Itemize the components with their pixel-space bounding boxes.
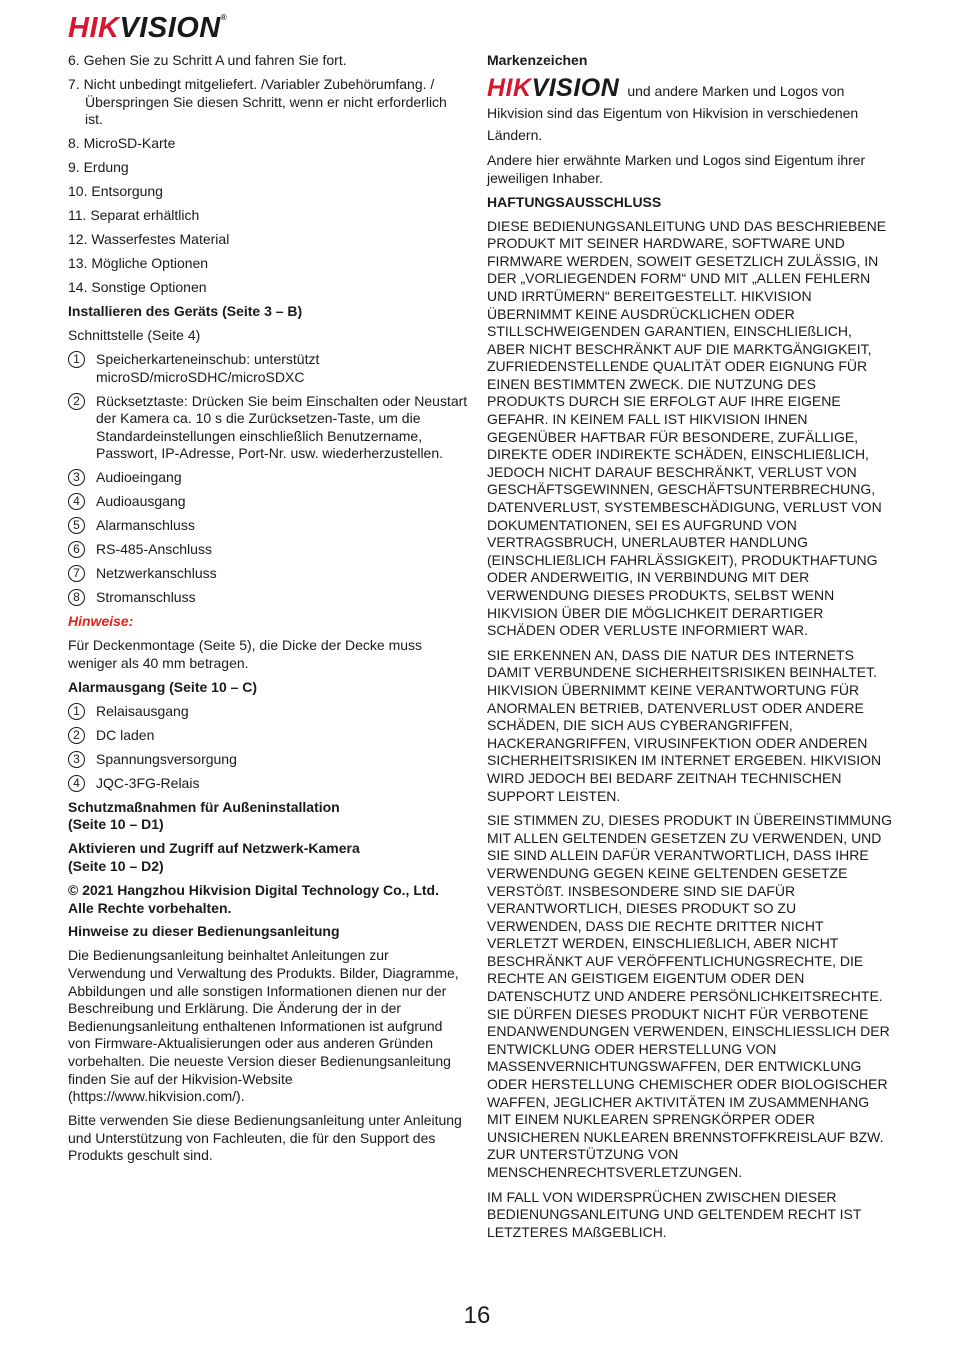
interface-item	[68, 589, 468, 607]
disclaimer-paragraph: IM FALL VON WIDERSPRÜCHEN ZWISCHEN DIESER BEDIENUNGSANLEITUNG UND GELTENDEM RECHT IST LETZTERES MAßGEBLICH.	[487, 1188, 862, 1240]
manual-text-2: Bitte verwenden Sie diese Bedienungsanleitung unter Anleitung und Unterstützung von Fachleuten, die für den Support des Produkts geschult sind.	[68, 1112, 462, 1164]
interface-item	[68, 469, 468, 487]
notes-heading: Hinweise:	[68, 613, 134, 630]
activate-heading-line-2: (Seite 10 – D2)	[68, 857, 164, 874]
list-item: 12. Wasserfestes Material	[68, 231, 230, 248]
list-item: 13. Mögliche Optionen	[68, 255, 209, 272]
alarm-item	[68, 751, 468, 769]
list-item: 14. Sonstige Optionen	[68, 279, 207, 296]
disclaimer-paragraph: SIE STIMMEN ZU, DIESES PRODUKT IN ÜBEREINSTIMMUNG MIT ALLEN GELTENDEN GESETZEN ZU VERWENDEN, UND SIE SIND ALLEIN DAFÜR VERANTWORTLICH, DASS IHRE VERWENDUNG GEGEN KEINE GELTENDEN GESETZE VERSTÖßT. INSBESONDERE SIND SIE DAFÜR VERANTWORTLICH, DIESES PRODUKT SO ZU VERWENDEN, DASS DIE RECHTE DRITTER NICHT VERLETZT WERDEN, EINSCHLIEßLICH, ABER NICHT BESCHRÄNKT AUF VERÖFFENTLICHUNGSRECHTE, DIE RECHTE AN GEISTIGEM EIGENTUM ODER DEN DATENSCHUTZ UND ANDERE PERSÖNLICHKEITSRECHTE. SIE DÜRFEN DIESES PRODUKT NICHT FÜR VERBOTENE ENDANWENDUNGEN VERWENDEN, EINSCHLIESSLICH DER ENTWICKLUNG ODER HERSTELLUNG VON MASSENVERNICHTUNGSWAFFEN, DER ENTWICKLUNG ODER HERSTELLUNG CHEMISCHER ODER BIOLOGISCHER WAFFEN, JEGLICHER AKTIVITÄTEN IM ZUSAMMENHANG MIT EINEM NUKLEAREN SPRENGKÖRPER ODER UNSICHEREN NUKLEAREN BRENNSTOFFKREISLAUF BZW. ZUR UNTERSTÜTZUNG VON MENSCHENRECHTSVERLETZUNGEN.	[487, 812, 893, 1181]
left-column	[68, 52, 468, 1171]
page-number: 16	[463, 1302, 491, 1329]
list-item: 8. MicroSD-Karte	[68, 135, 176, 152]
outdoor-heading	[68, 799, 468, 834]
install-heading: Installieren des Geräts (Seite 3 – B)	[68, 303, 303, 320]
outdoor-heading-line-2: (Seite 10 – D1)	[68, 816, 164, 833]
circled-number: 8	[68, 589, 85, 606]
alarm-item	[68, 775, 468, 793]
copyright: © 2021 Hangzhou Hikvision Digital Technology Co., Ltd. Alle Rechte vorbehalten.	[68, 881, 439, 916]
circled-number: 4	[68, 493, 85, 510]
circled-number: 1	[68, 703, 85, 720]
disclaimer-heading: HAFTUNGSAUSSCHLUSS	[487, 193, 662, 210]
manual-heading: Hinweise zu dieser Bedienungsanleitung	[68, 923, 340, 940]
disclaimer-paragraph: DIESE BEDIENUNGSANLEITUNG UND DAS BESCHRIEBENE PRODUKT MIT SEINER HARDWARE, SOFTWARE UND FIRMWARE WERDEN, SOWEIT GESETZLICH ZULÄSSIG, IN DER „VORLIEGENDEN FORM“ UND MIT „ALLEN FEHLERN UND IRRTÜMERN“ BEREITGESTELLT. HIKVISION ÜBERNIMMT KEINE AUSDRÜCKLICHEN ODER STILLSCHWEIGENDEN GARANTIEN, EINSCHLIEßLICH, ABER NICHT BESCHRÄNKT AUF DIE MARKTGÄNGIGKEIT, ZUFRIEDENSTELLENDE QUALITÄT ODER EIGNUNG FÜR EINEN BESTIMMTEN ZWECK. DIE NUTZUNG DES PRODUKTS DURCH SIE ERFOLGT AUF IHRE EIGENE GEFAHR. IN KEINEM FALL IST HIKVISION IHNEN GEGENÜBER HAFTBAR FÜR BESONDERE, ZUFÄLLIGE, DIREKTE ODER INDIREKTE SCHÄDEN, EINSCHLIEßLICH, JEDOCH NICHT DARAUF BESCHRÄNKT, VERLUST VON GESCHÄFTSGEWINNEN, GESCHÄFTSUNTERBRECHUNG, DATENVERLUST, SYSTEMBESCHÄDIGUNG, VERLUST VON DOKUMENTATIONEN, SEI ES AUFGRUND VON VERTRAGSBRUCH, UNERLAUBTER HANDLUNG (EINSCHLIEßLICH FAHRLÄSSIGKEIT), PRODUKTHAFTUNG ODER ANDERWEITIG, IN VERBINDUNG MIT DER VERWENDUNG DIESES PRODUKTS, SELBST WENN HIKVISION ÜBER DIE MÖGLICHKEIT DERARTIGER SCHÄDEN ODER VERLUSTE INFORMIERT WAR.	[487, 217, 887, 639]
interface-item	[68, 393, 468, 463]
logo-registered: ®	[220, 13, 228, 22]
alarm-heading: Alarmausgang (Seite 10 – C)	[68, 678, 258, 695]
list-item: 10. Entsorgung	[68, 183, 163, 200]
notes-text: Für Deckenmontage (Seite 5), die Dicke der Decke muss weniger als 40 mm betragen.	[68, 637, 423, 671]
interface-item	[68, 541, 468, 559]
activate-heading	[68, 840, 468, 875]
interface-item-text: Alarmanschluss	[96, 517, 195, 534]
circled-number: 3	[68, 751, 85, 768]
trademark-text-2: Andere hier erwähnte Marken und Logos sind Eigentum ihrer jeweiligen Inhaber.	[487, 151, 866, 186]
alarm-item-text: Spannungsversorgung	[96, 750, 237, 767]
inline-logo-hik: HIK	[487, 73, 532, 102]
hikvision-logo	[68, 14, 227, 43]
interface-item-text: Speicherkarteneinschub: unterstützt microSD/microSDHC/microSDXC	[96, 351, 320, 385]
activate-heading-line-1: Aktivieren und Zugriff auf Netzwerk-Kamera	[68, 840, 360, 857]
list-item: 9. Erdung	[68, 159, 129, 176]
list-item: 7. Nicht unbedingt mitgeliefert. /Variabler Zubehörumfang. /Überspringen Sie diesen Schritt, wenn er nicht erforderlich ist.	[68, 75, 447, 128]
interface-item	[68, 493, 468, 511]
inline-logo-vision: VISION	[531, 73, 620, 102]
interface-item	[68, 517, 468, 535]
logo-vision: VISION	[119, 12, 221, 44]
alarm-item-text: DC laden	[96, 726, 155, 743]
trademark-text	[487, 73, 893, 146]
circled-number: 7	[68, 565, 85, 582]
interface-item-text: Audioausgang	[96, 493, 186, 510]
circled-number: 2	[68, 393, 85, 410]
interface-item-text: Rücksetztaste: Drücken Sie beim Einschalten oder Neustart der Kamera ca. 10 s die Zurücksetzen-Taste, um die Standardeinstellungen einschließlich Benutzername, Passwort, IP-Adresse, Port-Nr. usw. wiederherzustellen.	[96, 392, 468, 462]
trademark-text-body: und andere Marken und Logos von Hikvision sind das Eigentum von Hikvision in verschiedenen Ländern.	[487, 82, 859, 143]
interface-item-text: RS-485-Anschluss	[96, 541, 212, 558]
circled-number: 3	[68, 469, 85, 486]
circled-number: 5	[68, 517, 85, 534]
alarm-item-text: Relaisausgang	[96, 702, 189, 719]
interface-item-text: Stromanschluss	[96, 589, 196, 606]
circled-number: 1	[68, 351, 85, 368]
list-item: 11. Separat erhältlich	[68, 207, 200, 224]
outdoor-heading-line-1: Schutzmaßnahmen für Außeninstallation	[68, 798, 340, 815]
interface-item-text: Netzwerkanschluss	[96, 565, 217, 582]
circled-number: 6	[68, 541, 85, 558]
alarm-item	[68, 703, 468, 721]
disclaimer-paragraph: SIE ERKENNEN AN, DASS DIE NATUR DES INTERNETS DAMIT VERBUNDENE SICHERHEITSRISIKEN BEINHALTET. HIKVISION ÜBERNIMMT KEINE VERANTWORTUNG FÜR ANORMALEN BETRIEB, DATENVERLUST ODER ANDERE SCHÄDEN, DIE SICH AUS CYBERANGRIFFEN, HACKERANGRIFFEN, VIRUSINFEKTION ODER ANDEREN SICHERHEITSRISIKEN IM INTERNET ERGEBEN. HIKVISION WIRD JEDOCH BEI BEDARF ZEITNAH TECHNISCHEN SUPPORT LEISTEN.	[487, 646, 882, 804]
interface-item	[68, 565, 468, 583]
circled-number: 2	[68, 727, 85, 744]
hikvision-inline-logo	[487, 74, 619, 102]
alarm-item	[68, 727, 468, 745]
trademark-heading: Markenzeichen	[487, 52, 588, 68]
interface-item	[68, 351, 468, 386]
logo-hik: HIK	[68, 12, 120, 44]
right-column	[487, 52, 893, 1248]
interface-item-text: Audioeingang	[96, 469, 182, 486]
alarm-item-text: JQC-3FG-Relais	[96, 774, 200, 791]
interface-text: Schnittstelle (Seite 4)	[68, 327, 201, 344]
manual-text: Die Bedienungsanleitung beinhaltet Anleitungen zur Verwendung und Verwaltung des Produkts. Bilder, Diagramme, Abbildungen und alle sonstigen Informationen dienen nur der Beschreibung und Erklärung. Die Änderung der in der Bedienungsanleitung enthaltenen Informationen ist aufgrund von Firmware-Aktualisierungen oder aus anderen Gründen vorbehalten. Die neueste Version dieser Bedienungsanleitung finden Sie auf der Hikvision-Website (https://www.hikvision.com/).	[68, 947, 459, 1105]
list-item: 6. Gehen Sie zu Schritt A und fahren Sie fort.	[68, 52, 347, 68]
circled-number: 4	[68, 775, 85, 792]
